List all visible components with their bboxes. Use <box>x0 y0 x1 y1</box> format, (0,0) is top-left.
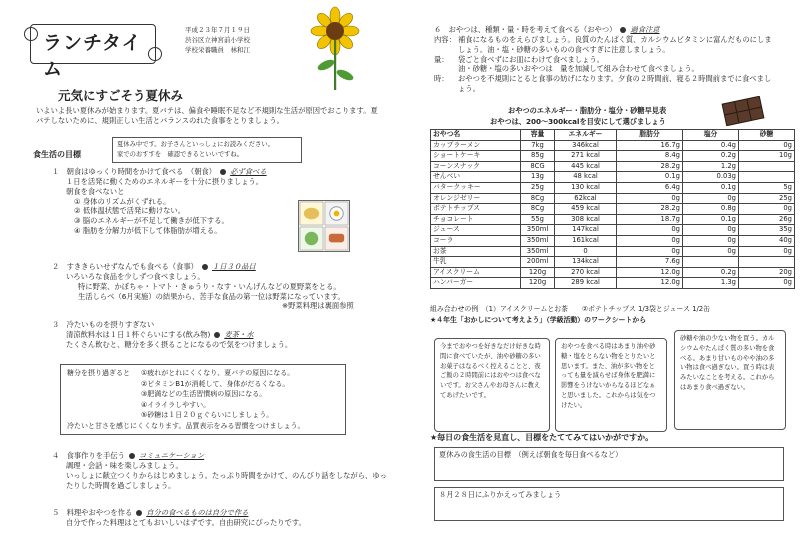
table-cell: 8CG <box>521 161 555 172</box>
table-cell: 20g <box>739 267 795 278</box>
table-cell: 0.2g <box>683 151 739 162</box>
table-cell: オレンジゼリー <box>431 193 521 204</box>
table-cell: 0.1g <box>683 214 739 225</box>
student-comment-2: おやつを食べる時はあまり油や砂糖・塩をとらない物をとりたいと思います。また、油が多い物をとっても量を減らせば身体を肥満に影響をうけないからなるほどなぁと思いました。これからは気をつけたい。 <box>555 338 667 432</box>
table-cell: 120g <box>521 267 555 278</box>
table-cell: 16.7g <box>617 140 683 151</box>
table-row <box>431 193 795 204</box>
table-cell: 200ml <box>521 257 555 268</box>
table-cell: 289 kcal <box>555 278 617 289</box>
table-cell: ポテトチップス <box>431 204 521 215</box>
section-title: 食生活の目標 <box>33 150 81 159</box>
table-cell: 48 kcal <box>555 172 617 183</box>
header-author: 学校栄養職員 林和江 <box>185 45 250 54</box>
table-cell: 13g <box>521 172 555 183</box>
table-cell <box>739 257 795 268</box>
table-row <box>431 257 795 268</box>
table-header-cell: 塩分 <box>683 130 739 141</box>
bullet-icon <box>129 453 135 459</box>
table-cell: 0.1g <box>683 182 739 193</box>
table-header-cell: 脂肪分 <box>617 130 683 141</box>
table-cell: 12.0g <box>617 278 683 289</box>
table-cell: 12.0g <box>617 267 683 278</box>
table-cell: 1.3g <box>683 278 739 289</box>
table-cell: 8Cg <box>521 193 555 204</box>
table-cell: 350ml <box>521 235 555 246</box>
table-cell: 10g <box>739 151 795 162</box>
newsletter-banner: ランチタイム <box>30 24 156 64</box>
table-cell: 28.2g <box>617 161 683 172</box>
item-5: ５ 料理やおやつを作る 自分の食べるものは自分で作る 自分で作った料理はとてもおいしいはずです。自由研究にぴったりです。 <box>52 508 306 527</box>
table-cell: 55g <box>521 214 555 225</box>
goal-input-box[interactable]: 夏休みの食生活の目標 （例えば朝食を毎日食べるなど） <box>434 447 784 481</box>
table-cell: 0.4g <box>683 140 739 151</box>
table-cell: 牛乳 <box>431 257 521 268</box>
table-row <box>431 161 795 172</box>
table-cell: 0g <box>683 193 739 204</box>
table-cell: 85g <box>521 151 555 162</box>
table-cell: 0g <box>739 204 795 215</box>
item-2: ２ すききらいせずなんでも食べる（食事） １日３０品目 いろいろな食品を少しずつ食べましょう。 特に野菜、かぼちゃ・トマト・きゅうり・なす・いんげんなどの夏野菜をとる。 生活しらべ（6月実施）の結果から、苦手な食品の第一位は野菜になっています。 ※野菜料理は裏面参照 <box>52 262 354 311</box>
table-row <box>431 214 795 225</box>
table-cell: 308 kcal <box>555 214 617 225</box>
table-cell: 25g <box>739 193 795 204</box>
table-cell <box>683 257 739 268</box>
intro-text: いよいよ長い夏休みが始まります。夏バテは、偏食や睡眠不足など不規則な生活が原因でおこります。夏バテしないために、規則正しい生活とバランスのれた食事をとりましょう。 <box>36 106 378 125</box>
table-cell: 120g <box>521 278 555 289</box>
bullet-icon <box>620 27 626 33</box>
table-title: おやつのエネルギー・脂肪分・塩分・砂糖早見表 <box>508 106 667 115</box>
table-cell: コーラ <box>431 235 521 246</box>
header-date: 平成２３年７月１９日 <box>185 26 250 34</box>
table-cell: 0g <box>739 246 795 257</box>
item-4: ４ 食事作りを手伝う コミュニケーション 調理・会話・味を楽しみましょう。 いっしょに献立つくりからはじめましょう。たっぷり時間をかけて、のんびり話をしながら、ゆったりした時間を過ごしましょう。 <box>52 451 387 490</box>
table-row <box>431 182 795 193</box>
table-cell: コーンスナック <box>431 161 521 172</box>
table-cell: 0g <box>683 235 739 246</box>
bullet-icon <box>214 332 220 338</box>
combination-example: 組み合わせの例 （1）アイスクリームとお茶 ②ポテトチップス 1/3袋とジュース 1/2缶 <box>430 305 711 313</box>
table-header-cell: 砂糖 <box>739 130 795 141</box>
table-cell: バタークッキー <box>431 182 521 193</box>
table-cell: 0g <box>683 246 739 257</box>
table-row <box>431 267 795 278</box>
table-row <box>431 235 795 246</box>
reflect-title: ★毎日の食生活を見直し、目標をたててみてはいかがですか。 <box>430 433 654 442</box>
table-cell: 1.2g <box>683 161 739 172</box>
nutrition-table <box>430 129 795 289</box>
worksheet-note: ★４年生「おかしについて考えよう」（学級活動）のワークシートから <box>430 316 647 324</box>
table-header-cell: エネルギー <box>555 130 617 141</box>
review-input-box[interactable]: ８月２８日にふりかえってみましょう <box>434 487 784 521</box>
table-cell: 0g <box>617 225 683 236</box>
student-comment-1: 今までおやつを好きなだけ好きな時間に食べていたが、油や砂糖の多いお菓子はなるべく控えることと、夜ご飯の２時間前にはおやつは食べないです。お父さんやお母さんに教えてあげたいです。 <box>434 338 550 432</box>
table-cell: ハンバーガー <box>431 278 521 289</box>
item-1: １ 朝食はゆっくり時間をかけて食べる （朝食） 必ず食べる １日を活発に動くためのエネルギーを十分に摂りましょう。 朝食を食べないと ① 身体のリズムがくずれる。 ② 低体温状態で活発に動けない。 ③ 脳のエネルギーが不足して働きが低下する。 ④ 脂肪を分解力が低下して体脂肪が増える。 <box>52 167 267 236</box>
table-cell: お茶 <box>431 246 521 257</box>
table-row <box>431 246 795 257</box>
table-cell: 459 kcal <box>555 204 617 215</box>
table-cell: 350ml <box>521 246 555 257</box>
nutrition-table-wrap <box>430 129 795 289</box>
table-cell <box>739 172 795 183</box>
table-cell: 35g <box>739 225 795 236</box>
header-info <box>185 26 305 55</box>
table-cell: 147kcal <box>555 225 617 236</box>
sunflower-illustration <box>300 3 370 91</box>
table-cell: カップラーメン <box>431 140 521 151</box>
table-cell: 445 kcal <box>555 161 617 172</box>
bullet-icon <box>220 169 226 175</box>
table-row <box>431 278 795 289</box>
table-cell: 40g <box>739 235 795 246</box>
table-header-cell: おやつ名 <box>431 130 521 141</box>
table-cell: 18.7g <box>617 214 683 225</box>
table-cell: せんべい <box>431 172 521 183</box>
table-cell: 0g <box>617 246 683 257</box>
table-cell: 8Cg <box>521 204 555 215</box>
table-cell: 0.2g <box>683 267 739 278</box>
table-cell: 130 kcal <box>555 182 617 193</box>
table-subtitle: おやつは、200～300kcalを目安にして選びましょう <box>490 117 666 126</box>
table-cell: 7.6g <box>617 257 683 268</box>
table-cell: 6.4g <box>617 182 683 193</box>
table-cell: 0.03g <box>683 172 739 183</box>
table-row <box>431 140 795 151</box>
table-cell: 350ml <box>521 225 555 236</box>
table-cell: 7kg <box>521 140 555 151</box>
table-cell: 5g <box>739 182 795 193</box>
table-row <box>431 225 795 236</box>
table-cell: 62kcal <box>555 193 617 204</box>
table-cell: 0g <box>683 225 739 236</box>
table-row <box>431 204 795 215</box>
chocolate-icon <box>720 96 766 126</box>
table-cell: 0 <box>555 246 617 257</box>
table-cell: 0g <box>739 140 795 151</box>
table-cell: 0.8g <box>683 204 739 215</box>
table-cell: 346kcal <box>555 140 617 151</box>
table-cell: 0g <box>617 193 683 204</box>
page-title: 元気にすごそう夏休み <box>58 88 184 103</box>
table-cell: 26g <box>739 214 795 225</box>
table-cell: 134kcal <box>555 257 617 268</box>
table-cell: 271 kcal <box>555 151 617 162</box>
table-cell: ショートケーキ <box>431 151 521 162</box>
table-header-cell: 容量 <box>521 130 555 141</box>
right-page <box>400 0 800 550</box>
table-cell: 25g <box>521 182 555 193</box>
header-school: 渋谷区立神宮前小学校 <box>185 35 250 44</box>
note-box: 夏休み中です。お子さんといっしょにお読みください。 家でのおすすを 確認できるといいですね。 <box>112 137 302 163</box>
student-comment-3: 砂糖や油の少ない物を買う。カルシウムやたんぱく質の多い物を食べる。あまり甘いものやや油の多い物は食べ過ぎない。買う時は表みたいなことを考える。これからはあまり食べ過ぎない。 <box>674 330 786 430</box>
table-cell: ジュース <box>431 225 521 236</box>
table-cell: 8.4g <box>617 151 683 162</box>
table-cell: アイスクリーム <box>431 267 521 278</box>
item-6: ６ おやつは、種類・量・時を考えて食べる（おやつ） 過食注意 内容： 補食になるものをえらびましょう。良質のたんぱく質、カルシウムビタミンに富んだものにしましょう。油・塩・砂糖の多いものの食べすぎに注意しましょう。 量： 袋ごと食べずにお皿にわけて食べましょう。 油・砂糖・塩の多いおやつは 量を加減して組み合わせて食べましょう。 時： おやつを不規則にとると食事の妨げになります。夕食の２時間前、寝る２時間前までに食べましょう。 <box>434 25 772 94</box>
bullet-icon <box>136 510 142 516</box>
table-header-row <box>431 130 795 141</box>
table-cell: 0.1g <box>617 172 683 183</box>
item-3: ３ 冷たいものを摂りすぎない 清涼飲料水は１日１杯ぐらいにする(飲み物) 麦茶・水 たくさん飲むと、糖分を多く摂ることになるので気をつけましょう。 <box>52 320 293 349</box>
sugar-warning-box: 糖分を摂り過ぎると ①疲れがとれにくくなり、夏バテの原因になる。 ②ビタミンB1が消耗して、身体がだるくなる。 ③肥満などの生活習慣病の原因になる。 ④イライラしやすい。 ⑤砂糖は１日２０ｇぐらいにしましょう。 冷たいと甘さを感じにくくなります。品質表示をみる習慣をつけましょう。 <box>60 364 346 435</box>
table-cell: 28.2g <box>617 204 683 215</box>
table-row <box>431 172 795 183</box>
table-cell: 270 kcal <box>555 267 617 278</box>
table-cell: 0g <box>739 278 795 289</box>
table-cell: 0g <box>617 235 683 246</box>
table-cell <box>739 161 795 172</box>
breakfast-food-illustration <box>298 200 350 252</box>
table-row <box>431 151 795 162</box>
table-cell: 161kcal <box>555 235 617 246</box>
table-cell: チョコレート <box>431 214 521 225</box>
bullet-icon <box>202 264 208 270</box>
